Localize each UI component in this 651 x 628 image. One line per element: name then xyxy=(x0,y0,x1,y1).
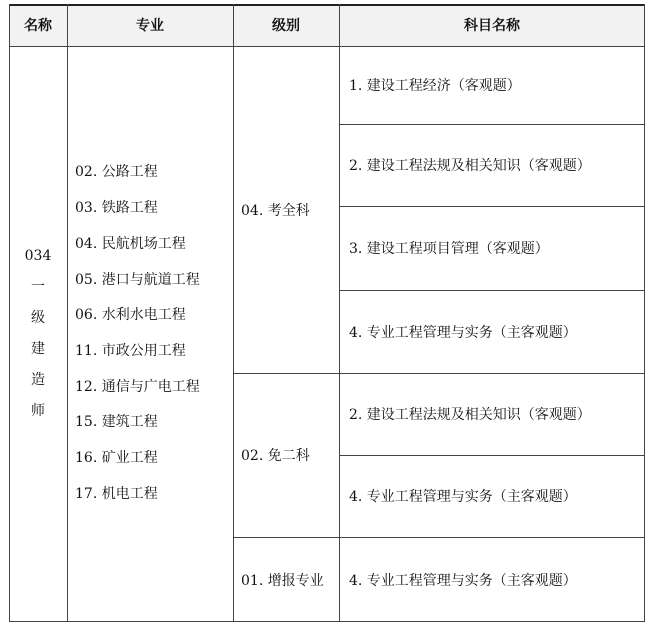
major-item: 12. 通信与广电工程 xyxy=(75,378,200,395)
subject-item: 4. 专业工程管理与实务（主客观题） xyxy=(349,324,577,341)
qualification-char: 造 xyxy=(31,372,45,388)
subject-item: 3. 建设工程项目管理（客观题） xyxy=(349,241,549,257)
major-item: 16. 矿业工程 xyxy=(75,450,158,467)
subject-item: 4. 专业工程管理与实务（主客观题） xyxy=(349,489,577,505)
qualification-char: 师 xyxy=(31,403,45,419)
subject-item: 1. 建设工程经济（客观题） xyxy=(349,78,521,94)
major-item: 05. 港口与航道工程 xyxy=(75,271,200,288)
column-divider xyxy=(9,4,10,622)
major-item: 17. 机电工程 xyxy=(75,485,158,502)
table-bottom-border xyxy=(9,621,645,622)
major-item: 06. 水利水电工程 xyxy=(75,307,186,324)
header-major: 专业 xyxy=(67,4,233,46)
row-divider xyxy=(339,290,645,291)
qualification-name xyxy=(9,46,67,622)
major-item: 11. 市政公用工程 xyxy=(75,343,186,359)
row-divider xyxy=(339,124,645,125)
qualification-char: 建 xyxy=(31,341,45,357)
column-divider xyxy=(67,4,68,622)
exam-subject-table xyxy=(9,4,645,622)
qualification-char: 级 xyxy=(31,310,45,326)
major-item: 03. 铁路工程 xyxy=(75,200,158,217)
header-name: 名称 xyxy=(9,4,67,46)
major-list xyxy=(67,46,233,622)
row-divider xyxy=(339,455,645,456)
header-subject: 科目名称 xyxy=(339,4,645,46)
row-divider xyxy=(233,537,645,538)
header-level: 级别 xyxy=(233,4,339,46)
column-divider xyxy=(644,4,645,622)
column-divider xyxy=(233,4,234,622)
column-divider xyxy=(339,4,340,622)
major-item: 15. 建筑工程 xyxy=(75,414,158,431)
qualification-char: 一 xyxy=(31,279,45,295)
major-item: 04. 民航机场工程 xyxy=(75,235,186,252)
subject-item: 4. 专业工程管理与实务（主客观题） xyxy=(349,572,577,589)
header-divider xyxy=(9,46,645,47)
level-add-major: 01. 增报专业 xyxy=(241,572,324,589)
major-item: 02. 公路工程 xyxy=(75,164,158,181)
row-divider xyxy=(339,206,645,207)
level-full: 04. 考全科 xyxy=(241,202,310,219)
row-divider xyxy=(233,373,645,374)
table-top-border xyxy=(9,4,645,6)
subject-item: 2. 建设工程法规及相关知识（客观题） xyxy=(349,158,591,174)
subject-item: 2. 建设工程法规及相关知识（客观题） xyxy=(349,407,591,423)
level-exempt-two: 02. 免二科 xyxy=(241,448,310,464)
qualification-code: 034 xyxy=(24,248,52,264)
